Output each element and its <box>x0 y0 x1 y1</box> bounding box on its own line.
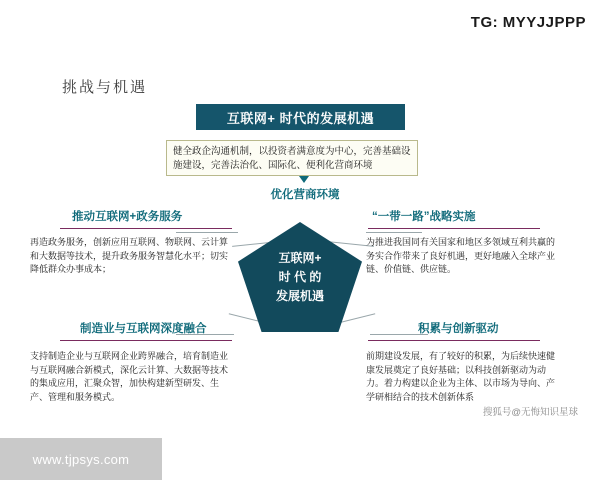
connector-upper-left-horizontal <box>176 232 238 233</box>
quadrant-rule-upper-left <box>60 228 232 229</box>
page-title: 挑战与机遇 <box>62 79 148 96</box>
quadrant-rule-lower-right <box>368 340 540 341</box>
source-watermark: 搜狐号@无悔知识星球 <box>482 407 578 418</box>
center-node-line3: 发展机遇 <box>275 288 324 303</box>
quadrant-label-lower-right: 积累与创新驱动 <box>418 323 499 335</box>
center-node-text <box>238 222 362 332</box>
quadrant-label-lower-left: 制造业与互联网深度融合 <box>80 323 207 335</box>
site-url-watermark: www.tjpsys.com <box>0 438 162 480</box>
quadrant-rule-upper-right <box>368 228 540 229</box>
quadrant-body-lower-right: 前期建设发展，有了较好的积累，为后续快速健康发展奠定了良好基础；以科技创新驱动为动力。着力构建以企业为主体、以市场为导向、产学研相结合的技术创新体系 <box>366 351 556 402</box>
center-node-line2: 时 代 的 <box>278 269 322 284</box>
arrow-down-icon <box>299 176 309 183</box>
center-node-line1: 互联网+ <box>278 250 322 265</box>
center-label: 优化营商环境 <box>270 189 340 201</box>
connector-upper-right-horizontal <box>366 232 422 233</box>
telegram-watermark: TG: MYYJJPPP <box>455 8 600 37</box>
quadrant-rule-lower-left <box>60 340 232 341</box>
quadrant-label-upper-right: “一带一路”战略实施 <box>372 211 476 223</box>
quadrant-body-upper-left: 再造政务服务，创新应用互联网、物联网、云计算和大数据等技术，提升政务服务智慧化水平；切实降低群众办事成本； <box>30 237 229 274</box>
quadrant-body-upper-right: 为推进我国同有关国家和地区多领域互利共赢的务实合作带来了良好机遇，更好地融入全球产业链、价值链、供应链。 <box>366 237 556 274</box>
quadrant-label-upper-left: 推动互联网+政务服务 <box>72 211 183 223</box>
banner-title: 互联网+ 时代的发展机遇 <box>196 104 405 130</box>
banner-description: 健全政企沟通机制，以投资者满意度为中心，完善基础设施建设，完善法治化、国际化、便利化营商环境 <box>166 140 418 176</box>
center-node <box>238 222 362 332</box>
quadrant-body-lower-left: 支持制造企业与互联网企业跨界融合，培育制造业与互联网融合新模式，深化云计算、大数据等技术的集成应用，汇聚众智，加快构建新型研发、生产、管理和服务模式。 <box>30 351 229 402</box>
